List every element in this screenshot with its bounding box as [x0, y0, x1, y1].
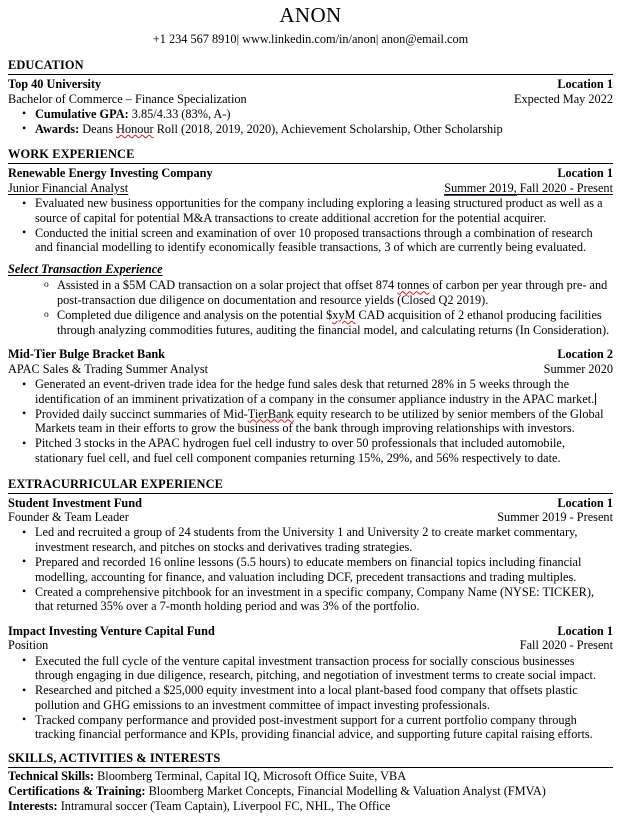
work-bullet-list-1 — [8, 196, 613, 255]
organization-location: Location 1 — [557, 495, 613, 510]
list-item: • Tracked company performance and provided post-investment support for a current portfolio company through tracking financial performance and KPIs, providing financial advice, and supporting future capital raising efforts. — [8, 713, 613, 742]
skills-value: Intramural soccer (Team Captain), Liverpool FC, NHL, The Office — [57, 799, 391, 814]
section-title-skills: SKILLS, ACTIVITIES & INTERESTS — [8, 751, 613, 768]
company-name: Mid-Tier Bulge Bracket Bank — [8, 347, 166, 362]
list-item: • Created a comprehensive pitchbook for an investment in a specific company, Company Name (NYSE: TICKER), that returned 35% over a 7-month holding period and was 3% of the portfolio. — [8, 585, 613, 614]
list-item: • Conducted the initial screen and examination of over 10 proposed transactions through a combination of research and financial modelling to identify economically feasible transactions, 3 of which are currently being evaluated. — [8, 226, 613, 255]
bullet-text: Generated an event-driven trade idea for the hedge fund sales desk that returned 28% in 5 weeks through the identification of an imminent privatization of a company in the consumer appliance industry in the APAC market. — [35, 377, 595, 406]
extracurricular-entry-2 — [8, 624, 613, 742]
role-date-row — [8, 181, 613, 196]
skills-value: Bloomberg Terminal, Capital IQ, Microsoft Office Suite, VBA — [94, 769, 407, 784]
organization-name: Impact Investing Venture Capital Fund — [8, 623, 215, 638]
list-item — [8, 377, 613, 406]
company-header-row — [8, 347, 613, 362]
section-education — [8, 58, 613, 136]
section-title-work: WORK EXPERIENCE — [8, 147, 613, 164]
list-item — [8, 122, 613, 137]
school-name: Top 40 University — [8, 77, 102, 91]
list-item: • Executed the full cycle of the venture capital investment transaction process for socially conscious businesses through engaging in due diligence, research, pitching, and negotiation of investment terms to create social impact. — [8, 654, 613, 683]
bullet-text: equity research to be utilized by senior members of the Global Markets team in their efforts to grow the business of the bank through improving relationships with investors. — [35, 406, 604, 436]
grammar-flagged-date: Summer 2019, — [444, 180, 517, 195]
bullet-text: 3.85/4.33 (83%, A-) — [128, 106, 231, 121]
role-date-row — [8, 362, 613, 377]
bullet-label: Cumulative GPA: — [35, 106, 129, 121]
skills-line-technical — [8, 769, 613, 784]
organization-name: Student Investment Fund — [8, 495, 142, 510]
education-degree-row — [8, 92, 613, 107]
education-header-row — [8, 77, 613, 92]
organization-header-row — [8, 624, 613, 639]
work-bullet-list-2 — [8, 377, 613, 466]
company-location: Location 1 — [557, 166, 613, 181]
school-location: Location 1 — [557, 77, 613, 91]
education-entry — [8, 77, 613, 136]
job-title: APAC Sales & Trading Summer Analyst — [8, 361, 209, 376]
skills-label: Certifications & Training: — [8, 784, 146, 799]
skills-line-certifications — [8, 784, 613, 799]
contact-line: +1 234 567 8910| www.linkedin.com/in/anon| anon@email.com — [152, 32, 469, 46]
section-title-education: EDUCATION — [8, 58, 613, 75]
spellcheck-word: TierBank — [247, 406, 294, 421]
subbullet-text: CAD acquisition of 2 ethanol producing facilities through analyzing commodities futures, auditing the financial model, and calculating returns (In Consideration). — [57, 308, 610, 337]
section-extracurricular — [8, 477, 613, 743]
skills-value: Bloomberg Market Concepts, Financial Modelling & Valuation Analyst (FMVA) — [145, 784, 546, 799]
spellcheck-word: xyM — [332, 308, 356, 323]
extracurricular-entry-1 — [8, 496, 613, 614]
candidate-name: ANON — [279, 3, 342, 27]
spellcheck-word: Honour — [116, 121, 154, 136]
extracurricular-bullet-list-2 — [8, 654, 613, 743]
education-date: Expected May 2022 — [513, 91, 613, 106]
bullet-label: Awards: — [35, 121, 80, 136]
job-title: Junior Financial Analyst — [8, 180, 129, 195]
role-date-row — [8, 638, 613, 653]
skills-label: Interests: — [8, 799, 58, 814]
list-item: • Prepared and recorded 16 online lessons (5.5 hours) to educate members on financial topics including financial modelling, accounting for finance, and valuation including DCF, precedent transactions and trading multiples. — [8, 555, 613, 584]
role-date: Fall 2020 - Present — [519, 638, 613, 653]
job-date-rest: Fall 2020 - Present — [516, 180, 613, 195]
list-item — [8, 407, 613, 436]
education-bullet-list — [8, 107, 613, 137]
company-header-row — [8, 166, 613, 181]
degree-name: Bachelor of Commerce – Finance Specialization — [8, 91, 247, 106]
list-item — [8, 107, 613, 122]
skills-line-interests — [8, 799, 613, 814]
section-skills — [8, 751, 613, 814]
skills-label: Technical Skills: — [8, 769, 94, 784]
section-title-extracurricular: EXTRACURRICULAR EXPERIENCE — [8, 477, 613, 494]
work-entry-2 — [8, 347, 613, 465]
skills-lines — [8, 769, 613, 814]
spellcheck-word: tonnes — [397, 278, 430, 293]
role-date: Summer 2019 - Present — [497, 510, 613, 525]
subbullet-text: Completed due diligence and analysis on the potential $ — [57, 308, 333, 323]
list-item: • Pitched 3 stocks in the APAC hydrogen fuel cell industry to over 50 professionals that included automobile, stationary fuel cell, and fuel cell component companies returning 15%, 29%, and 56% respectively to date. — [8, 436, 613, 465]
company-name: Renewable Energy Investing Company — [8, 166, 213, 181]
extracurricular-bullet-list-1 — [8, 525, 613, 614]
transaction-sub-bullet-list — [8, 278, 613, 337]
bullet-text: Deans — [79, 121, 117, 136]
list-item: • Led and recruited a group of 24 students from the University 1 and University 2 to create market commentary, investment research, and pitches on stocks and derivatives trading strategies. — [8, 525, 613, 554]
role-title: Founder & Team Leader — [8, 510, 129, 525]
section-work-experience — [8, 147, 613, 465]
work-entry-1 — [8, 166, 613, 337]
role-date-row — [8, 510, 613, 525]
subbullet-text: Assisted in a $5M CAD transaction on a solar project that offset 874 — [57, 278, 398, 293]
company-location: Location 2 — [557, 347, 613, 362]
organization-location: Location 1 — [557, 623, 613, 638]
text-cursor-caret — [595, 393, 596, 405]
job-date: Summer 2020 — [543, 361, 613, 376]
bullet-text: Provided daily succinct summaries of Mid- — [35, 406, 248, 421]
organization-header-row — [8, 496, 613, 511]
role-title: Position — [8, 638, 49, 653]
list-item — [8, 278, 613, 307]
list-item — [8, 308, 613, 337]
list-item: • Evaluated new business opportunities for the company including exploring a leasing structured product as well as a source of capital for potential M&A transactions to create additional accretion for the potential acquirer. — [8, 196, 613, 225]
list-item: • Researched and pitched a $25,000 equity investment into a local plant-based food company that offsets plastic pollution and GHG emissions to an investment committee of impact investing professionals. — [8, 683, 613, 712]
bullet-text: Roll (2018, 2019, 2020), Achievement Scholarship, Other Scholarship — [153, 121, 503, 136]
subbullet-text: of carbon per year through pre- and post-transaction due diligence on documentation and resource yields (Closed Q2 2019). — [57, 278, 608, 308]
select-transaction-subheading: Select Transaction Experience — [8, 261, 163, 276]
job-date — [444, 181, 613, 196]
